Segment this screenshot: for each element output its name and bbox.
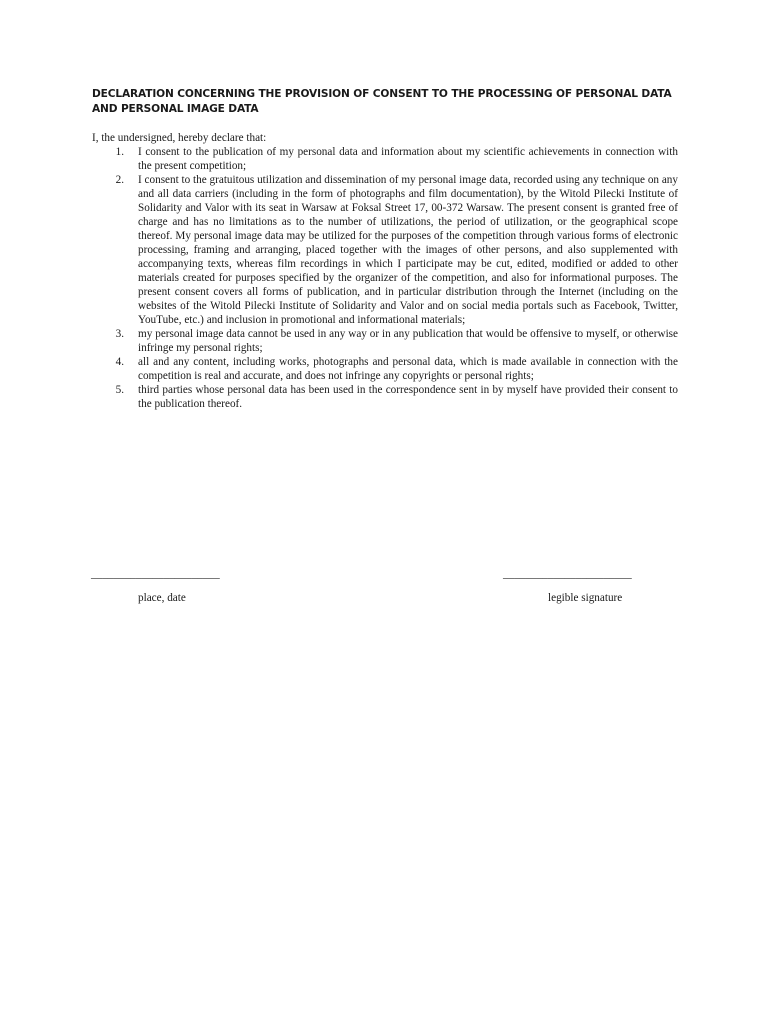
list-item-number: 3. [115, 328, 124, 340]
signature-label: legible signature [548, 592, 623, 604]
list-item-text: all and any content, including works, photographs and personal data, which is made available in connection with the competition is real and accurate, and does not infringe any copyrights or personal rights; [138, 356, 678, 382]
declaration-list [92, 145, 678, 411]
list-item [92, 145, 678, 173]
list-item [92, 383, 678, 411]
list-item-number: 1. [115, 146, 124, 158]
list-item-text: my personal image data cannot be used in any way or in any publication that would be offensive to myself, or otherwise infringe my personal rights; [138, 328, 678, 354]
list-item-text: I consent to the gratuitous utilization and dissemination of my personal image data, recorded using any technique on any and all data carriers (including in the form of photographs and film documentation), by the Witold Pilecki Institute of Solidarity and Valor with its seat in Warsaw at Foksal Street 17, 00-372 Warsaw. The present consent is granted free of charge and has no limitations as to the number of utilizations, the period of utilization, or the geographical scope thereof. My personal image data may be utilized for the purposes of the competition through various forms of electronic processing, framing and arranging, placed together with the images of other persons, and also supplemented with accompanying texts, whereas film recordings in which I participate may be cut, edited, modified or added to other materials created for purposes specified by the organizer of the competition, and also for informational purposes. The present consent covers all forms of publication, and in particular distribution through the Internet (including on the websites of the Witold Pilecki Institute of Solidarity and Valor and on social media portals such as Facebook, Twitter, YouTube, etc.) and inclusion in promotional and informational materials; [138, 174, 678, 326]
place-date-line: _______________________ [91, 568, 220, 580]
document-title: DECLARATION CONCERNING THE PROVISION OF CONSENT TO THE PROCESSING OF PERSONAL DATA AND PERSONAL IMAGE DATA [92, 88, 672, 115]
list-item [92, 355, 678, 383]
list-item-text: I consent to the publication of my personal data and information about my scientific achievements in connection with the present competition; [138, 146, 678, 172]
list-item [92, 173, 678, 327]
list-item-text: third parties whose personal data has been used in the correspondence sent in by myself have provided their consent to the publication thereof. [138, 384, 678, 410]
list-item-number: 5. [115, 384, 124, 396]
list-item-number: 4. [115, 356, 124, 368]
intro-text: I, the undersigned, hereby declare that: [92, 132, 267, 144]
place-date-label: place, date [138, 592, 186, 604]
list-item-number: 2. [115, 174, 124, 186]
list-item [92, 327, 678, 355]
signature-line: _______________________ [503, 568, 632, 580]
